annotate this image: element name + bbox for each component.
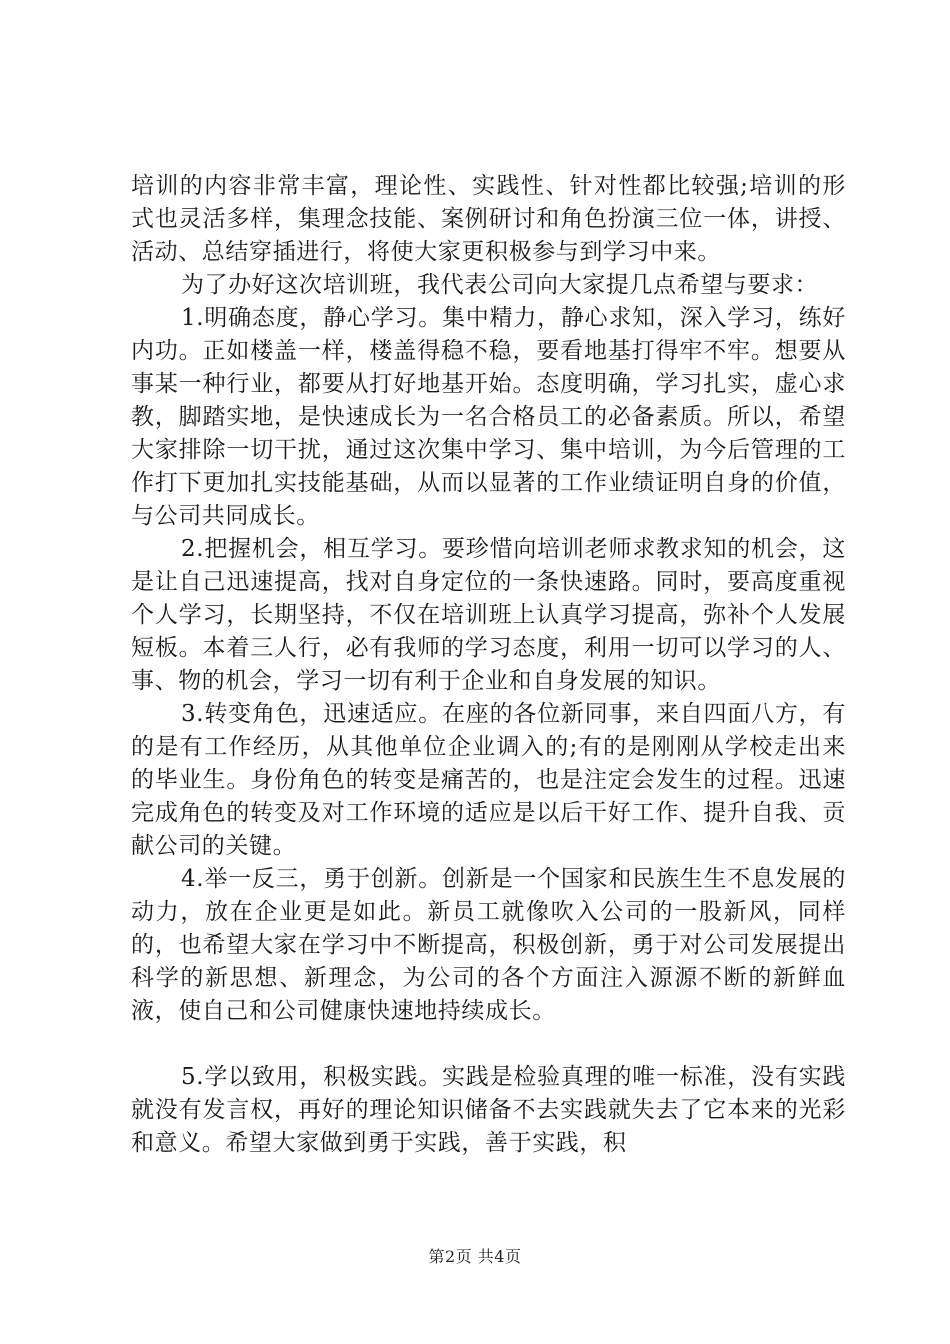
paragraph-training-content: 培训的内容非常丰富，理论性、实践性、针对性都比较强;培训的形式也灵活多样，集理念技能、案例研讨和角色扮演三位一体，讲授、活动、总结穿插进行，将使大家更积极参与到学习中来。: [131, 173, 846, 265]
page-number-footer: 第2页 共4页: [428, 1247, 522, 1266]
document-body: [131, 170, 846, 1160]
paragraph-point-4: 4.举一反三，勇于创新。创新是一个国家和民族生生不息发展的动力，放在企业更是如此。新员工就像吹入公司的一股新风，同样的，也希望大家在学习中不断提高，积极创新，勇于对公司发展提出科学的新思想、新理念，为公司的各个方面注入源源不断的新鲜血液，使自己和公司健康快速地持续成长。: [131, 866, 846, 1024]
paragraph-requirements-intro: 为了办好这次培训班，我代表公司向大家提几点希望与要求：: [181, 272, 819, 298]
paragraph-point-1: 1.明确态度，静心学习。集中精力，静心求知，深入学习，练好内功。正如楼盖一样，楼盖得稳不稳，要看地基打得牢不牢。想要从事某一种行业，都要从打好地基开始。态度明确，学习扎实，虚心求教，脚踏实地，是快速成长为一名合格员工的必备素质。所以，希望大家排除一切干扰，通过这次集中学习、集中培训，为今后管理的工作打下更加扎实技能基础，从而以显著的工作业绩证明自身的价值，与公司共同成长。: [131, 305, 846, 529]
blank-line: [131, 1028, 846, 1061]
paragraph-point-2: 2.把握机会，相互学习。要珍惜向培训老师求教求知的机会，这是让自己迅速提高，找对自身定位的一条快速路。同时，要高度重视个人学习，长期坚持，不仅在培训班上认真学习提高，弥补个人发展短板。本着三人行，必有我师的学习态度，利用一切可以学习的人、事、物的机会，学习一切有利于企业和自身发展的知识。: [131, 536, 846, 694]
paragraph-point-5: 5.学以致用，积极实践。实践是检验真理的唯一标准，没有实践就没有发言权，再好的理论知识储备不去实践就失去了它本来的光彩和意义。希望大家做到勇于实践，善于实践，积: [131, 1064, 846, 1156]
paragraph-point-3: 3.转变角色，迅速适应。在座的各位新同事，来自四面八方，有的是有工作经历，从其他单位企业调入的;有的是刚刚从学校走出来的毕业生。身份角色的转变是痛苦的，也是注定会发生的过程。迅速完成角色的转变及对工作环境的适应是以后干好工作、提升自我、贡献公司的关键。: [131, 701, 846, 859]
